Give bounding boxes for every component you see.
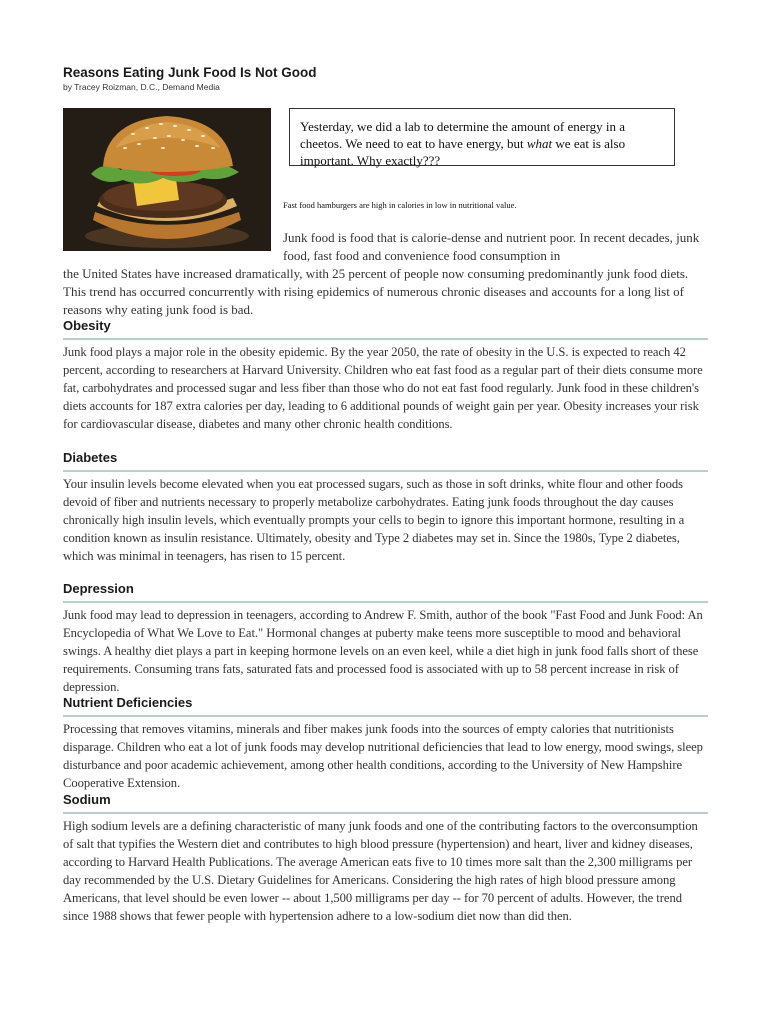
section-sodium [63,792,708,925]
section-divider [63,812,708,814]
note-text-after: we eat is also important. Why exactly??? [300,136,626,168]
note-emphasis: what [526,136,553,151]
section-divider [63,338,708,340]
article-title: Reasons Eating Junk Food Is Not Good [63,65,317,80]
note-text-before: Yesterday, we did a lab to determine the amount of energy in a cheetos. We need to eat to have energy, but [300,119,626,151]
section-nutrient-deficiencies [63,695,708,792]
section-body: Processing that removes vitamins, minerals and fiber makes junk foods into the sources of empty calories that nutritionists disparage. Children who eat a lot of junk foods may develop nutritional deficiencies that lead to low energy, mood swings, sleep disturbance and poor academic achievement, among other health conditions, according to the University of New Hampshire Cooperative Extension. [63,722,703,790]
section-heading: Diabetes [63,450,118,465]
section-heading: Sodium [63,792,111,807]
article-byline: by Tracey Roizman, D.C., Demand Media [63,82,220,92]
section-divider [63,715,708,717]
section-diabetes [63,450,708,565]
teacher-note-box [289,108,675,166]
section-body: Junk food plays a major role in the obesity epidemic. By the year 2050, the rate of obesity in the U.S. is expected to reach 42 percent, according to researchers at Harvard University. Children who eat fast food as a regular part of their diets consume more fat, carbohydrates and processed sugar and less fiber than those who do not eat fast food regularly. Junk food in these children's diets accounts for 187 extra calories per day, leading to 6 additional pounds of weight gain per year. Obesity increases your risk for cardiovascular disease, diabetes and many other chronic health conditions. [63,345,703,431]
hamburger-photo [63,108,271,251]
section-depression [63,581,708,696]
section-heading: Depression [63,581,134,596]
intro-paragraph-continued: the United States have increased dramatically, with 25 percent of people now consuming predominantly junk food diets. This trend has occurred concurrently with rising epidemics of numerous chronic diseases and accounts for a long list of reasons why eating junk food is bad. [63,266,689,317]
section-body: Your insulin levels become elevated when you eat processed sugars, such as those in soft drinks, white flour and other foods devoid of fiber and nutrients necessary to properly metabolize carbohydrates. Eating junk foods throughout the day causes chronically high insulin levels, which eventually prompts your cells to begin to ignore this important hormone, resulting in a condition known as insulin resistance. Ultimately, obesity and Type 2 diabetes may set in. Since the 1980s, Type 2 diabetes, which was minimal in teenagers, has risen to 15 percent. [63,477,685,563]
section-divider [63,470,708,472]
intro-paragraph-start: Junk food is food that is calorie-dense and nutrient poor. In recent decades, junk food, fast food and convenience food consumption in [283,230,700,263]
section-heading: Nutrient Deficiencies [63,695,193,710]
section-body: Junk food may lead to depression in teenagers, according to Andrew F. Smith, author of the book "Fast Food and Junk Food: An Encyclopedia of What We Love to Eat." Hormonal changes at puberty make teens more susceptible to mood and behavioral swings. A healthy diet plays a part in keeping hormone levels on an even keel, while a diet high in junk food falls short of these requirements. Consuming trans fats, saturated fats and processed food is associated with up to 58 percent increase in risk of depression. [63,608,703,694]
section-obesity [63,318,708,433]
section-heading: Obesity [63,318,111,333]
section-divider [63,601,708,603]
section-body: High sodium levels are a defining characteristic of many junk foods and one of the contributing factors to the overconsumption of salt that typifies the Western diet and contributes to high blood pressure (hypertension) and heart, liver and kidney diseases, according to Harvard Health Publications. The average American eats five to 10 times more salt than the 2,300 milligrams per day recommended by the U.S. Dietary Guidelines for Americans. Considering the high rates of high blood pressure among Americans, that level should be even lower -- about 1,500 milligrams per day -- for 70 percent of adults. However, the trend since 1988 shows that fewer people with hypertension adhere to a low-sodium diet now than did then. [63,819,698,923]
image-caption: Fast food hamburgers are high in calories in low in nutritional value. [283,200,517,210]
